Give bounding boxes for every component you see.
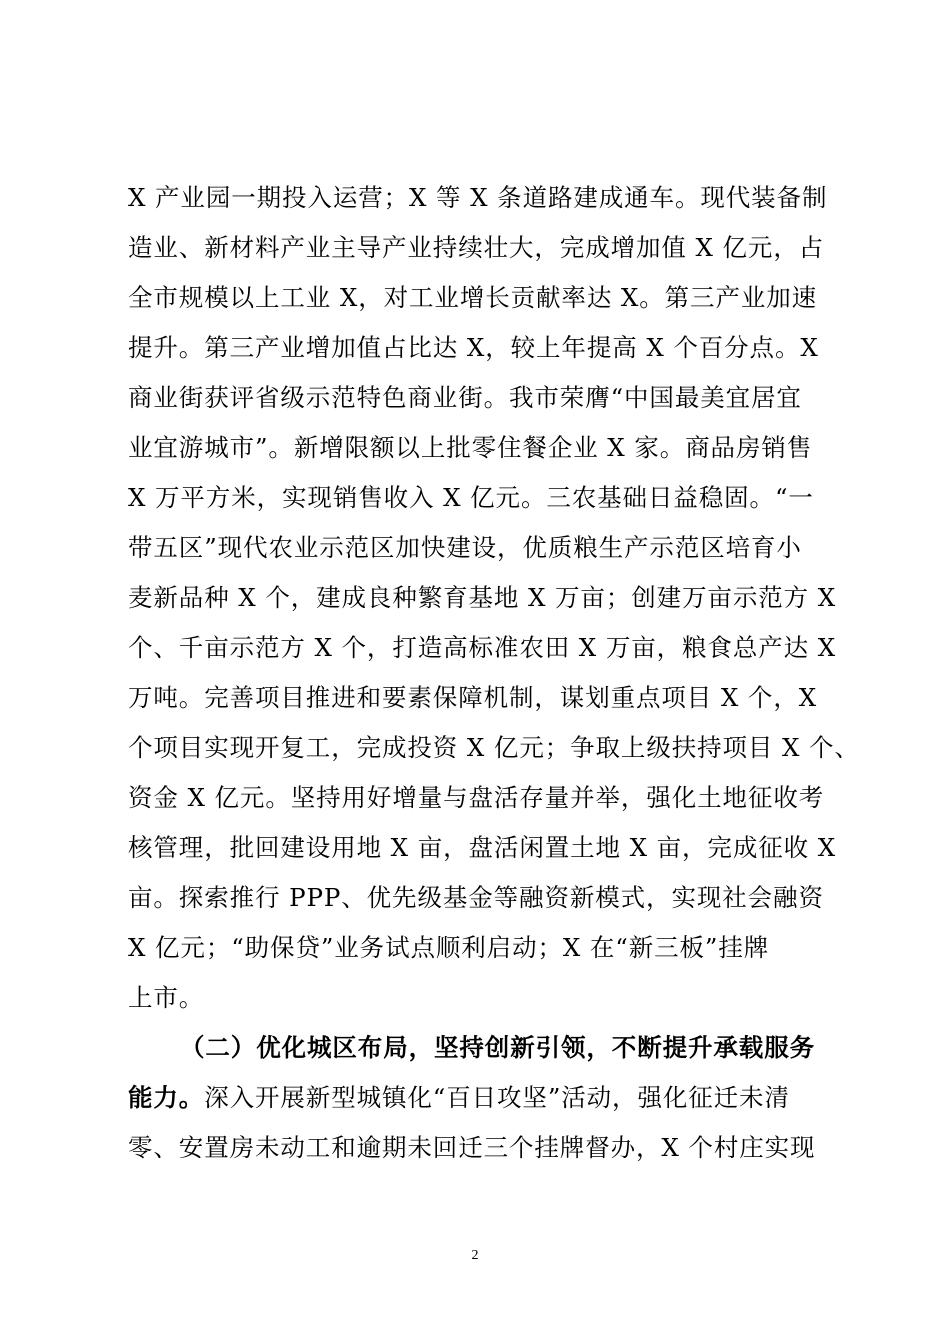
paragraph-line: X 亿元；“助保贷”业务试点顺利启动；X 在“新三板”挂牌 xyxy=(128,933,770,962)
paragraph-line: 个、千亩示范方 X 个，打造高标准农田 X 万亩，粮食总产达 X xyxy=(128,633,837,662)
paragraph-line: 商业街获评省级示范特色商业街。我市荣膺“中国最美宜居宜 xyxy=(128,383,802,412)
paragraph-line: 造业、新材料产业主导产业持续壮大，完成增加值 X 亿元，占 xyxy=(128,233,825,262)
paragraph-line: 万吨。完善项目推进和要素保障机制，谋划重点项目 X 个，X xyxy=(128,683,818,712)
paragraph-line: 亩。探索推行 PPP、优先级基金等融资新模式，实现社会融资 xyxy=(128,883,824,912)
page-number: 2 xyxy=(471,1248,479,1263)
paragraph-line: 个项目实现开复工，完成投资 X 亿元；争取上级扶持项目 X 个、 xyxy=(128,733,860,762)
section-text: 深入开展新型城镇化“百日攻坚”活动，强化征迁未清 xyxy=(204,1083,790,1112)
paragraph-line: 核管理，批回建设用地 X 亩，盘活闲置土地 X 亩，完成征收 X xyxy=(128,833,837,862)
paragraph-line: 业宜游城市”。新增限额以上批零住餐企业 X 家。商品房销售 xyxy=(128,433,813,462)
paragraph-line: X 万平方米，实现销售收入 X 亿元。三农基础日益稳固。“一 xyxy=(128,483,814,512)
section-heading: （二）优化城区布局，坚持创新引领，不断提升承载服务 xyxy=(180,1033,815,1062)
paragraph-line: 提升。第三产业增加值占比达 X，较上年提高 X 个百分点。X xyxy=(128,333,819,362)
paragraph-line: 全市规模以上工业 X，对工业增长贡献率达 X。第三产业加速 xyxy=(128,283,818,312)
paragraph-line: 零、安置房未动工和逾期未回迁三个挂牌督办，X 个村庄实现 xyxy=(128,1133,816,1162)
paragraph-line xyxy=(128,1073,790,1123)
section-heading-tail: 能力。 xyxy=(128,1083,205,1112)
paragraph-line: 带五区”现代农业示范区加快建设，优质粮生产示范区培育小 xyxy=(128,533,802,562)
paragraph-line: 资金 X 亿元。坚持用好增量与盘活存量并举，强化土地征收考 xyxy=(128,783,825,812)
paragraph-line: 上市。 xyxy=(128,983,205,1012)
paragraph-line: X 产业园一期投入运营；X 等 X 条道路建成通车。现代装备制 xyxy=(128,183,828,212)
paragraph-line: 麦新品种 X 个，建成良种繁育基地 X 万亩；创建万亩示范方 X xyxy=(128,583,837,612)
